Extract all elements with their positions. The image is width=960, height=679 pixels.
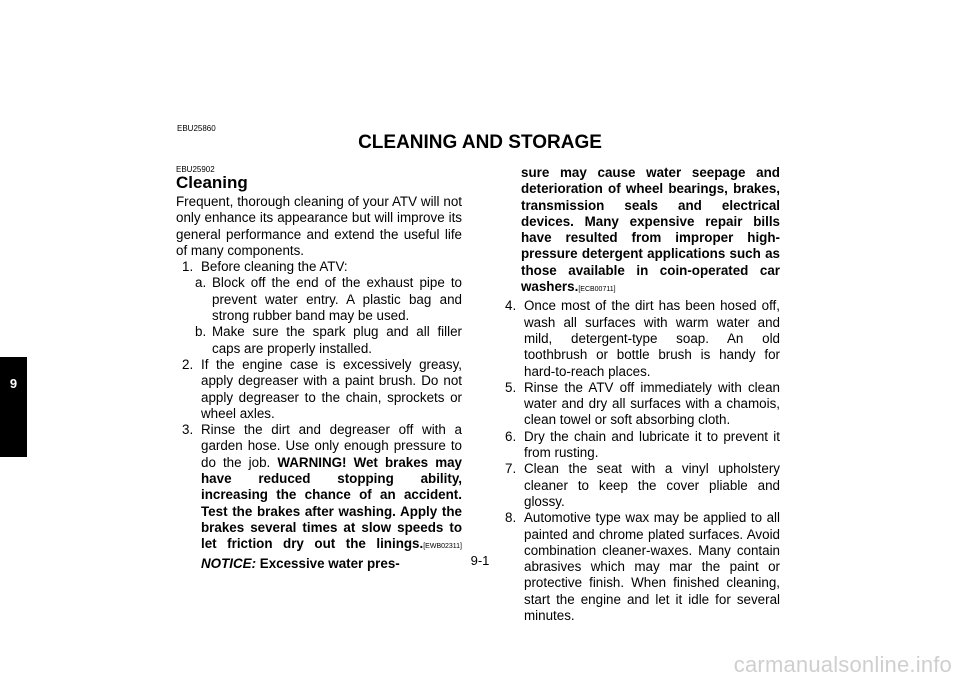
notice-text: Excessive water pres-: [259, 555, 400, 571]
sub-item-text: Block off the end of the exhaust pipe to prevent water entry. A plastic bag and strong rubber band may be used.: [212, 275, 462, 324]
item-text: Dry the chain and lubricate it to prevent it from rusting.: [524, 428, 780, 461]
list-item: [499, 461, 780, 510]
item-number: 8.: [505, 510, 517, 526]
item-text: Clean the seat with a vinyl upholstery cleaner to keep the cover pliable and glossy.: [524, 461, 780, 509]
chapter-number: 9: [9, 376, 18, 391]
list-item: [499, 380, 780, 429]
list-item: [499, 298, 780, 379]
list-item: [176, 357, 462, 422]
warning-code: [EWB02311]: [423, 543, 462, 551]
section-title: Cleaning: [176, 173, 248, 192]
item-text: If the engine case is excessively greasy, apply degreaser with a paint brush. Do not apply degreaser to the chain, sprockets or wheel axles.: [201, 356, 462, 421]
item-number: 3.: [182, 422, 194, 438]
sub-list-item: [176, 324, 462, 357]
item-text: Rinse the dirt and degreaser off with a garden hose. Use only enough pressure to do the job.: [201, 422, 462, 470]
section-code: EBU25902: [176, 165, 215, 174]
list-item: [499, 429, 780, 462]
page-title: CLEANING AND STORAGE: [358, 132, 602, 153]
warning-text: WARNING! Wet brakes may have reduced stopping ability, increasing the chance of an accident. Test the brakes after washing. Apply the brakes several times at slow speeds to let friction dry out the linings.: [201, 454, 462, 552]
list-item: [176, 259, 462, 275]
notice-code: [ECB00711]: [578, 286, 616, 294]
intro-paragraph: Frequent, thorough cleaning of your ATV will not only enhance its appearance but will improve its general performance and extend the useful life of many components.: [176, 194, 462, 258]
watermark: carmanualsonline.info: [733, 652, 952, 677]
item-text: Once most of the dirt has been hosed off, wash all surfaces with warm water and mild, detergent-type soap. An old toothbrush or bottle brush is handy for hard-to-reach places.: [524, 298, 780, 379]
item-number: 7.: [505, 461, 517, 477]
notice-label: NOTICE:: [201, 555, 257, 571]
sub-item-letter: b.: [195, 324, 207, 340]
item-number: 6.: [505, 428, 517, 444]
sub-list-item: [176, 275, 462, 324]
item-number: 5.: [505, 379, 517, 395]
left-column: [176, 165, 462, 572]
document-code: EBU25860: [177, 124, 216, 133]
item-text: Rinse the ATV off immediately with clean water and dry all surfaces with a chamois, clean towel or soft absorbing cloth.: [524, 379, 780, 428]
sub-item-text: Make sure the spark plug and all filler caps are properly installed.: [212, 324, 462, 356]
page-number: 9-1: [470, 553, 490, 568]
item-text: Automotive type wax may be applied to all painted and chrome plated surfaces. Avoid combination cleaner-waxes. Many contain abrasives which may mar the paint or protective finish. When finished cleaning, start the engine and let it idle for several minutes.: [524, 510, 780, 624]
notice-text: sure may cause water seepage and deterioration of wheel bearings, brakes, transmission seals and electrical devices. Many expensive repair bills have resulted from improper high-pressure detergent applications such as those available in coin-operated car washers.: [521, 165, 780, 295]
item-number: 2.: [182, 356, 194, 372]
item-text: Before cleaning the ATV:: [201, 259, 348, 275]
item-number: 1.: [182, 259, 194, 275]
notice-continuation: [499, 165, 780, 298]
sub-item-letter: a.: [195, 275, 207, 291]
list-item: [176, 422, 462, 572]
item-number: 4.: [505, 298, 517, 314]
chapter-tab: [0, 357, 27, 457]
